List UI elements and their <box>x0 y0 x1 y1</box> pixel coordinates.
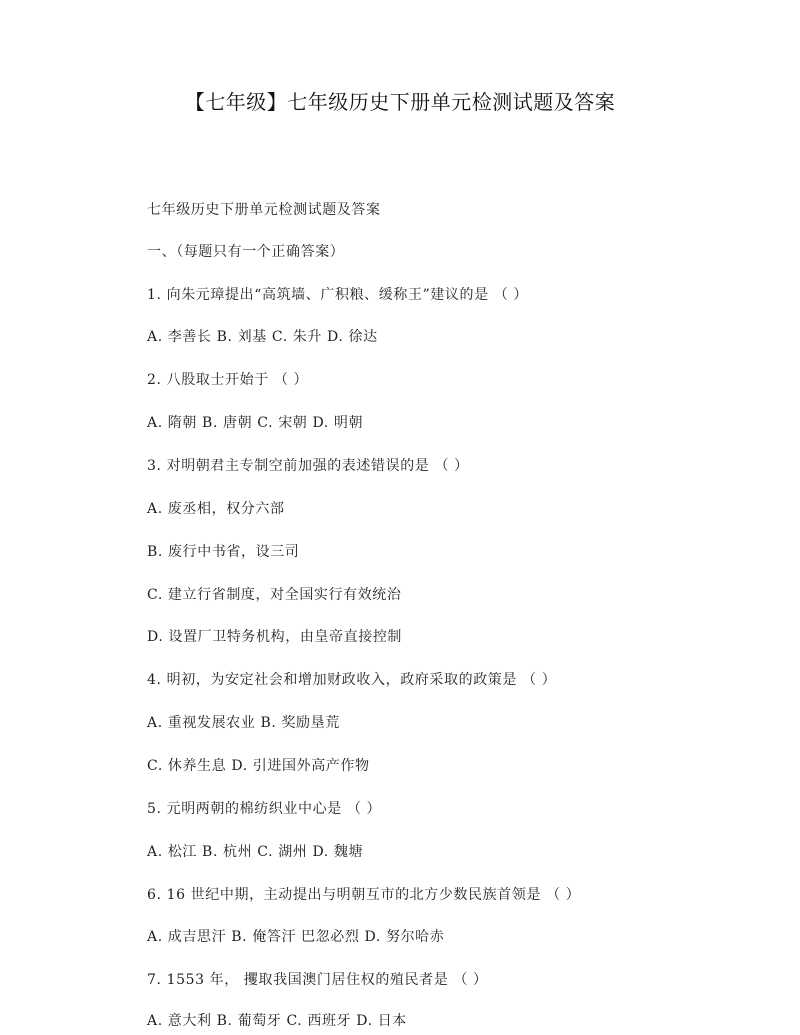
document-title: 【七年级】七年级历史下册单元检测试题及答案 <box>184 90 616 114</box>
question-7-options: A. 意大利 B. 葡萄牙 C. 西班牙 D. 日本 <box>147 1013 407 1029</box>
question-6-options: A. 成吉思汗 B. 俺答汗 巴忽必烈 D. 努尔哈赤 <box>147 929 445 945</box>
question-6: 6. 16 世纪中期，主动提出与明朝互市的北方少数民族首领是 （ ） <box>147 887 581 903</box>
question-3-option-b: B. 废行中书省，设三司 <box>147 544 300 560</box>
question-1: 1. 向朱元璋提出“高筑墙、广积粮、缓称王”建议的是 （ ） <box>147 287 529 303</box>
question-4-options-ab: A. 重视发展农业 B. 奖励垦荒 <box>147 715 340 731</box>
question-2-options: A. 隋朝 B. 唐朝 C. 宋朝 D. 明朝 <box>147 415 364 431</box>
question-3: 3. 对明朝君主专制空前加强的表述错误的是 （ ） <box>147 458 469 474</box>
question-3-option-a: A. 废丞相，权分六部 <box>147 501 285 517</box>
question-5: 5. 元明两朝的棉纺织业中心是 （ ） <box>147 801 382 817</box>
section-heading: 一、（每题只有一个正确答案） <box>147 244 345 260</box>
question-3-option-d: D. 设置厂卫特务机构，由皇帝直接控制 <box>147 629 403 645</box>
question-2: 2. 八股取士开始于 （ ） <box>147 372 309 388</box>
question-4-options-cd: C. 休养生息 D. 引进国外高产作物 <box>147 758 370 774</box>
question-3-option-c: C. 建立行省制度，对全国实行有效统治 <box>147 587 402 603</box>
question-1-options: A. 李善长 B. 刘基 C. 朱升 D. 徐达 <box>147 329 378 345</box>
question-7: 7. 1553 年， 攫取我国澳门居住权的殖民者是 （ ） <box>147 972 488 988</box>
subtitle-line: 七年级历史下册单元检测试题及答案 <box>147 202 381 218</box>
question-4: 4. 明初，为安定社会和增加财政收入，政府采取的政策是 （ ） <box>147 672 557 688</box>
question-5-options: A. 松江 B. 杭州 C. 湖州 D. 魏塘 <box>147 844 364 860</box>
